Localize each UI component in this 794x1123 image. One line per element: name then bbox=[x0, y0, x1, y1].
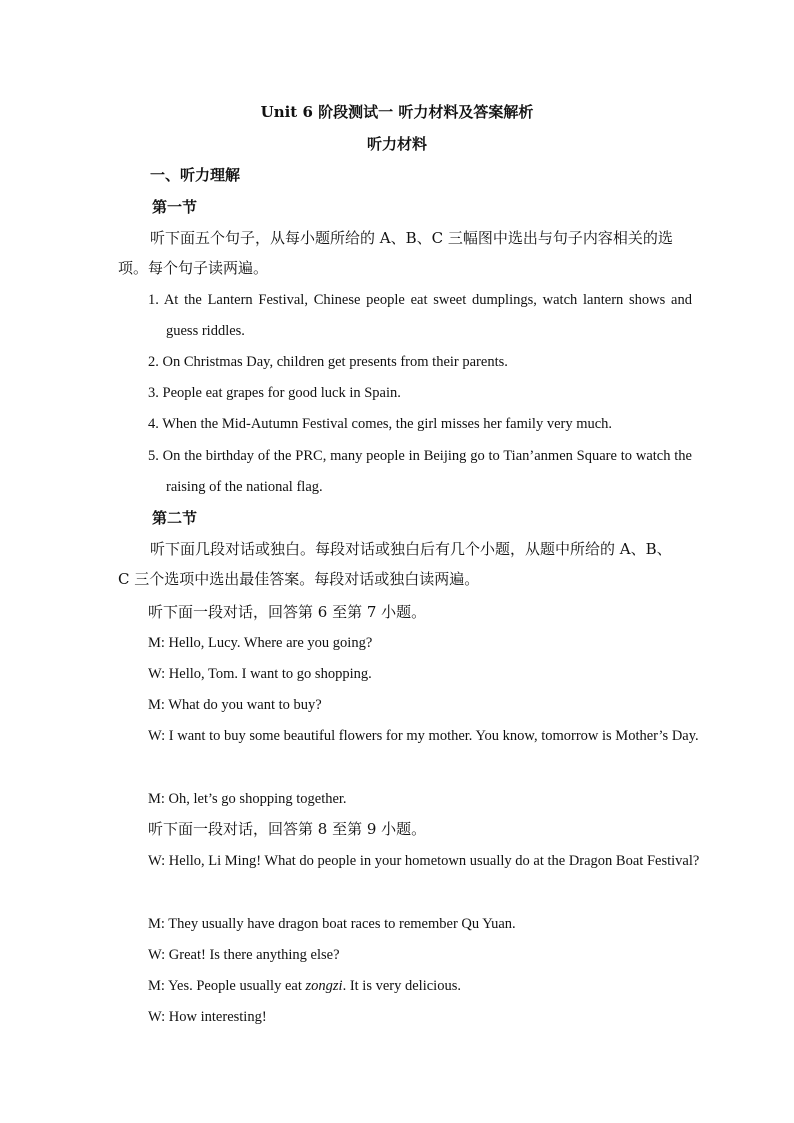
dialog-line: M: Hello, Lucy. Where are you going? bbox=[148, 635, 373, 651]
page-subtitle: 听力材料 bbox=[366, 135, 427, 153]
dialog-line: W: Hello, Li Ming! What do people in your hometown usually do at the Dragon Boat Festival? bbox=[148, 853, 700, 869]
page-title: Unit 6 阶段测试一 听力材料及答案解析 bbox=[260, 103, 534, 121]
dialog1-intro: 听下面一段对话，回答第 6 至第 7 小题。 bbox=[148, 603, 427, 621]
sentence-item: 4. When the Mid-Autumn Festival comes, the girl misses her family very much. bbox=[148, 416, 613, 432]
section2-heading: 第二节 bbox=[152, 509, 198, 527]
dialog-line: M: They usually have dragon boat races to remember Qu Yuan. bbox=[148, 916, 516, 932]
dialog-line bbox=[148, 971, 700, 1002]
part-heading: 一、听力理解 bbox=[150, 166, 241, 184]
dialog-line: W: Great! Is there anything else? bbox=[148, 947, 340, 963]
zongzi-word: zongzi bbox=[305, 978, 343, 994]
section2-instruction: 听下面几段对话或独白。每段对话或独白后有几个小题，从题中所给的 A、B、C 三个选项中选出最佳答案。每段对话或独白读两遍。 bbox=[118, 540, 672, 588]
section1-heading: 第一节 bbox=[152, 198, 198, 216]
dialog-line: W: How interesting! bbox=[148, 1009, 267, 1025]
dialog-line: W: Hello, Tom. I want to go shopping. bbox=[148, 666, 372, 682]
section1-instruction: 听下面五个句子，从每小题所给的 A、B、C 三幅图中选出与句子内容相关的选项。每个句子读两遍。 bbox=[118, 229, 673, 277]
dialog2-intro: 听下面一段对话，回答第 8 至第 9 小题。 bbox=[148, 820, 427, 838]
sentence-item: 3. People eat grapes for good luck in Spain. bbox=[148, 385, 401, 401]
dialog-line: M: What do you want to buy? bbox=[148, 697, 322, 713]
dialog-text: M: Yes. People usually eat bbox=[148, 978, 306, 994]
sentence-item: 5. On the birthday of the PRC, many people in Beijing go to Tian’anmen Square to watch the raising of the national flag. bbox=[148, 448, 692, 495]
dialog-line: W: I want to buy some beautiful flowers for my mother. You know, tomorrow is Mother’s Day. bbox=[148, 728, 699, 744]
sentence-item: 2. On Christmas Day, children get presents from their parents. bbox=[148, 354, 508, 370]
dialog-line: M: Oh, let’s go shopping together. bbox=[148, 791, 347, 807]
dialog-text: . It is very delicious. bbox=[342, 978, 461, 994]
sentence-item: 1. At the Lantern Festival, Chinese people eat sweet dumplings, watch lantern shows and guess riddles. bbox=[148, 292, 692, 339]
